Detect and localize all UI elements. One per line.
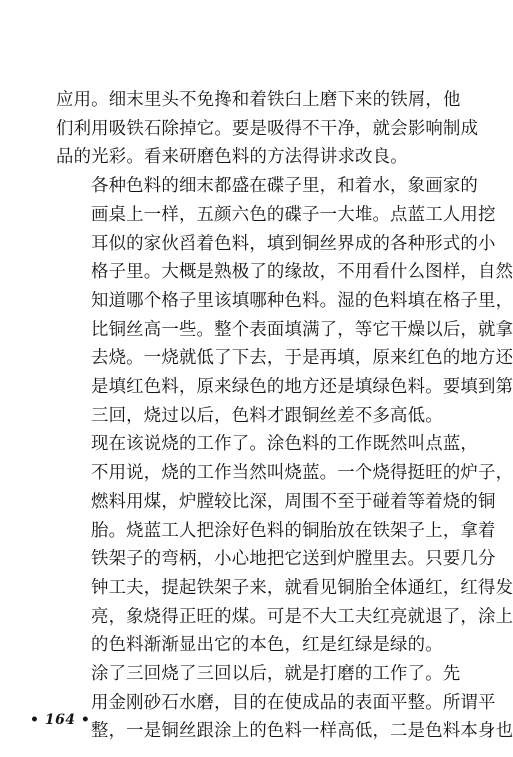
text-line: 应用。细末里头不免搀和着铁臼上磨下来的铁屑，他	[56, 90, 461, 110]
text-line: 亮，象烧得正旺的煤。可是不大工夫红亮就退了，涂上	[91, 606, 513, 627]
paragraph-3	[56, 430, 513, 660]
paragraph-4	[56, 660, 513, 746]
text-line: 品的光彩。看来研磨色料的方法得讲求改良。	[56, 147, 408, 168]
text-line: 不用说，烧的工作当然叫烧蓝。一个烧得挺旺的炉子，	[91, 463, 513, 484]
text-line: 胎。烧蓝工人把涂好色料的铜胎放在铁架子上，拿着	[91, 520, 496, 541]
text-line: 画桌上一样，五颜六色的碟子一大堆。点蓝工人用挖	[91, 204, 496, 225]
text-line: 格子里。大概是熟极了的缘故，不用看什么图样，自然	[91, 262, 513, 283]
text-line: 知道哪个格子里该填哪种色料。湿的色料填在格子里，	[91, 290, 513, 311]
text-line: 是填红色料，原来绿色的地方还是填绿色料。要填到第	[91, 377, 513, 398]
text-line: 铁架子的弯柄，小心地把它送到炉膛里去。只要几分	[91, 549, 496, 570]
text-line: 耳似的家伙舀着色料，填到铜丝界成的各种形式的小	[91, 233, 496, 254]
paragraph-1	[56, 86, 479, 172]
text-line: 去烧。一烧就低了下去，于是再填，原来红色的地方还	[91, 348, 513, 369]
text-line: 整，一是铜丝跟涂上的色料一样高低，二是色料本身也	[91, 721, 513, 742]
text-line: 钟工夫，提起铁架子来，就看见铜胎全体通红，红得发	[91, 577, 513, 598]
page-number: • 164 •	[30, 712, 91, 728]
text-line: 燃料用煤，炉膛较比深，周围不至于碰着等着烧的铜	[91, 491, 496, 512]
text-line: 们利用吸铁石除掉它。要是吸得不干净，就会影响制成	[56, 118, 479, 139]
text-line: 的色料渐渐显出它的本色，红是红绿是绿的。	[91, 635, 443, 656]
page-body	[56, 86, 513, 746]
text-line: 用金刚砂石水磨，目的在使成品的表面平整。所谓平	[91, 692, 496, 713]
text-line: 比铜丝高一些。整个表面填满了，等它干燥以后，就拿	[91, 319, 513, 340]
text-line: 三回，烧过以后，色料才跟铜丝差不多高低。	[91, 405, 443, 426]
text-line: 现在该说烧的工作了。涂色料的工作既然叫点蓝，	[91, 434, 478, 455]
text-line: 涂了三回烧了三回以后，就是打磨的工作了。先	[91, 664, 461, 685]
paragraph-2	[56, 172, 513, 430]
text-line: 各种色料的细末都盛在碟子里，和着水，象画家的	[91, 176, 478, 197]
